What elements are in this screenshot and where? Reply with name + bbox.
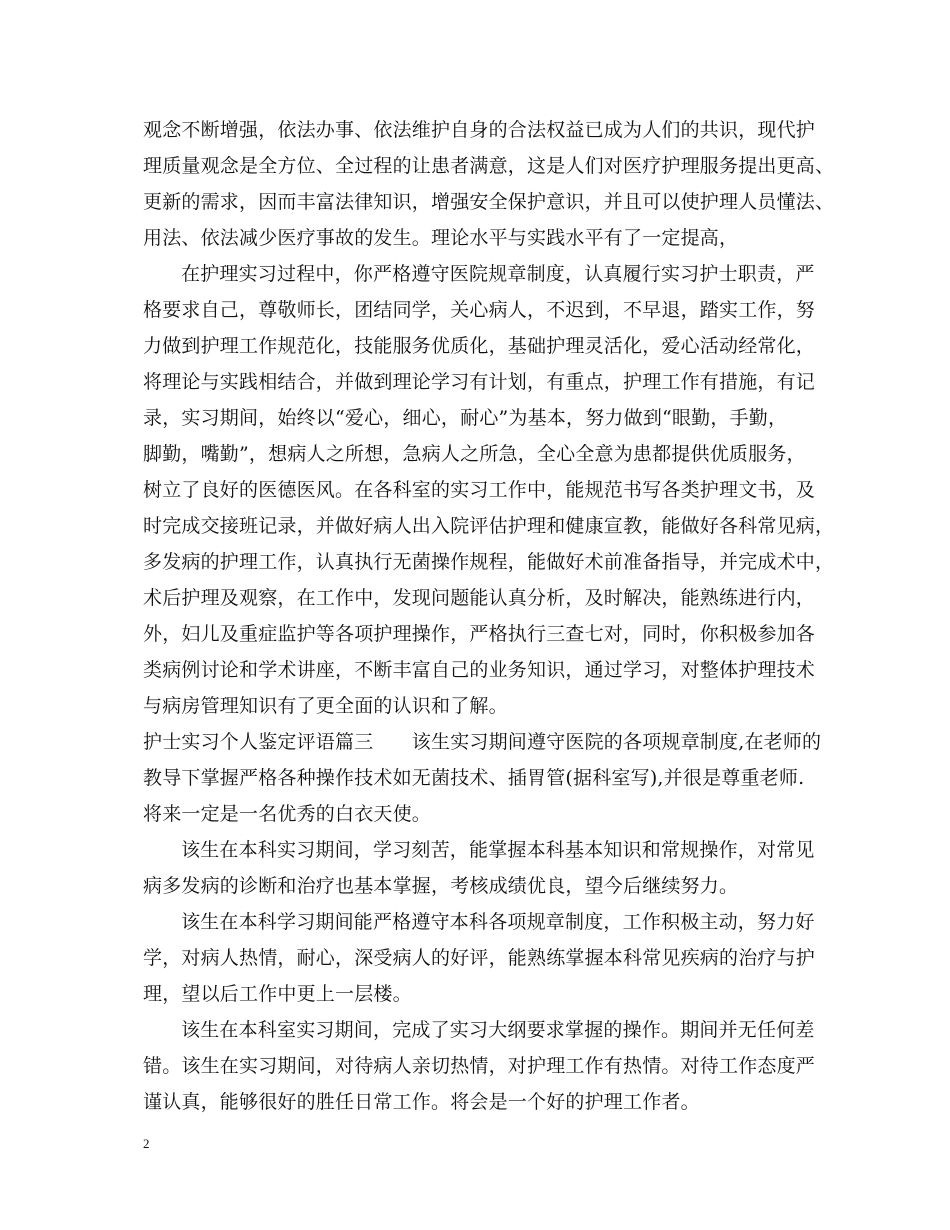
text-line: 学，对病人热情，耐心，深受病人的好评，能熟练掌握本科常见疾病的治疗与护 [143,947,816,969]
text-line: 树立了良好的医德医风。在各科室的实习工作中，能规范书写各类护理文书，及 [143,479,816,501]
text-line: 将理论与实践相结合，并做到理论学习有计划，有重点，护理工作有措施，有记 [143,371,816,393]
text-line: 在护理实习过程中，你严格遵守医院规章制度，认真履行实习护士职责，严 [181,263,815,285]
text-line: 将来一定是一名优秀的白衣天使。 [143,803,432,825]
text-line: 术后护理及观察，在工作中，发现问题能认真分析，及时解决，能熟练进行内， [143,587,816,609]
text-line: 录，实习期间，始终以“爱心，细心，耐心”为基本，努力做到“眼勤，手勤， [143,407,788,429]
page-number: 2 [143,1136,150,1151]
section-heading-line: 护士实习个人鉴定评语篇三 该生实习期间遵守医院的各项规章制度,在老师的 [143,731,822,753]
text-line: 错。该生在实习期间，对待病人亲切热情，对护理工作有热情。对待工作态度严 [143,1055,816,1077]
text-line: 该生在本科实习期间，学习刻苦，能掌握本科基本知识和常规操作，对常见 [181,839,815,861]
text-line: 更新的需求，因而丰富法律知识，增强安全保护意识，并且可以使护理人员懂法、 [143,191,835,213]
text-line: 力做到护理工作规范化，技能服务优质化，基础护理灵活化，爱心活动经常化， [143,335,816,357]
text-line: 多发病的护理工作，认真执行无菌操作规程，能做好术前准备指导，并完成术中， [143,551,835,573]
text-line: 理质量观念是全方位、全过程的让患者满意，这是人们对医疗护理服务提出更高、 [143,155,835,177]
text-line: 外，妇儿及重症监护等各项护理操作，严格执行三查七对，同时，你积极参加各 [143,623,816,645]
text-line: 病多发病的诊断和治疗也基本掌握，考核成绩优良，望今后继续努力。 [143,875,739,897]
text-line: 类病例讨论和学术讲座，不断丰富自己的业务知识，通过学习，对整体护理技术 [143,659,816,681]
text-line: 理，望以后工作中更上一层楼。 [143,983,412,1005]
text-line: 脚勤，嘴勤”，想病人之所想，急病人之所急，全心全意为患都提供优质服务， [143,443,806,465]
text-line: 与病房管理知识有了更全面的认识和了解。 [143,695,508,717]
text-line: 用法、依法减少医疗事故的发生。理论水平与实践水平有了一定提高， [143,227,739,249]
text-line: 该生在本科学习期间能严格遵守本科各项规章制度，工作积极主动，努力好 [181,911,815,933]
text-line: 谨认真，能够很好的胜任日常工作。将会是一个好的护理工作者。 [143,1091,700,1113]
text-line: 观念不断增强，依法办事、依法维护自身的合法权益已成为人们的共识，现代护 [143,119,816,141]
text-line: 时完成交接班记录，并做好病人出入院评估护理和健康宣教，能做好各科常见病， [143,515,835,537]
text-line: 格要求自己，尊敬师长，团结同学，关心病人，不迟到，不早退，踏实工作，努 [143,299,816,321]
text-line: 教导下掌握严格各种操作技术如无菌技术、插胃管(据科室写),并很是尊重老师. [143,767,805,789]
text-line: 该生在本科室实习期间，完成了实习大纲要求掌握的操作。期间并无任何差 [181,1019,815,1041]
